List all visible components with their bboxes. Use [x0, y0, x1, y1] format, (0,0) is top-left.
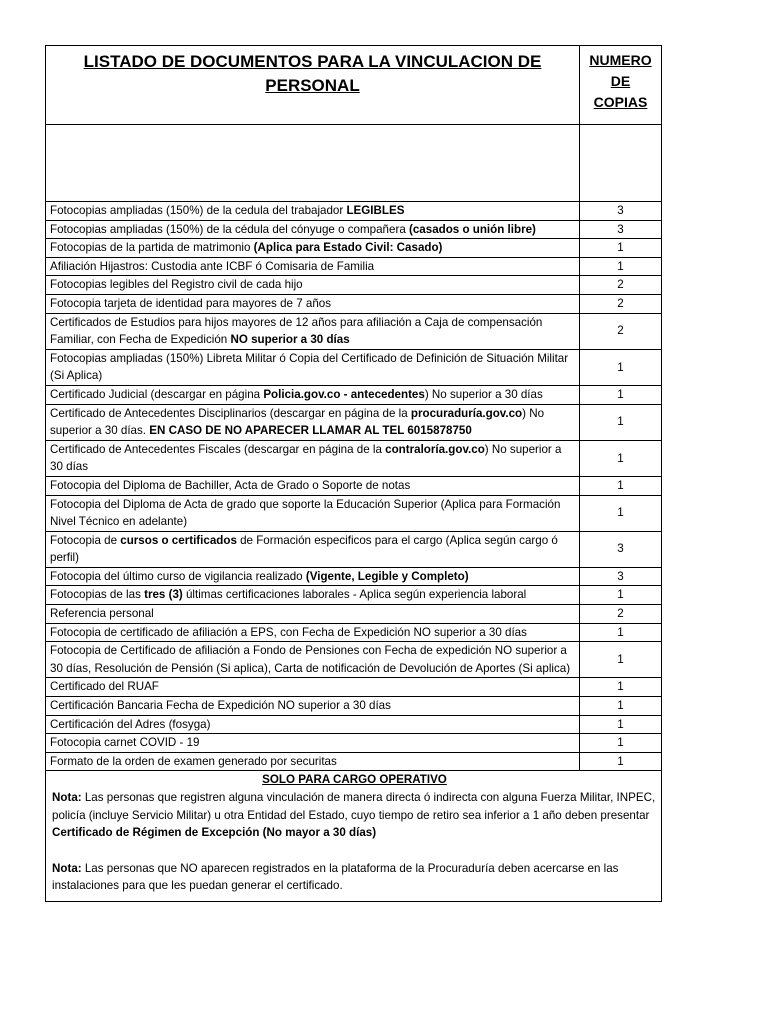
table-row [46, 605, 662, 624]
document-cedula-conyuge-part-0: Fotocopias ampliadas (150%) de la cédula del cónyuge o compañera [50, 222, 409, 236]
document-antecedentes-disciplinarios-part-1: procuraduría.gov.co [410, 406, 523, 420]
copies-orden-examen: 1 [580, 752, 662, 771]
copies-antecedentes-disciplinarios: 1 [580, 404, 662, 440]
document-antecedentes-fiscales-part-0: Certificado de Antecedentes Fiscales (descargar en página de la [50, 442, 386, 456]
document-certificado-ruaf-part-0: Certificado del RUAF [50, 680, 159, 694]
copies-libreta-militar: 1 [580, 349, 662, 385]
table-row [46, 404, 662, 440]
document-certificado-judicial [46, 385, 580, 404]
document-cedula-trabajador [46, 202, 580, 221]
note-military-part-1: Las personas que registren alguna vinculación de manera directa ó indirecta con alguna Fuerza Militar, INPEC, policía (incluye Servicio Militar) u otra Entidad del Estado, cuyo tiempo de retiro sea inferior a 1 año deben presentar [52, 791, 656, 822]
table-row [46, 202, 662, 221]
blank-copies-cell [580, 125, 662, 202]
copies-header-line-3: COPIAS [593, 94, 648, 110]
documents-table [45, 45, 662, 902]
copies-certificaciones-laborales: 1 [580, 586, 662, 605]
document-curso-vigilancia-part-0: Fotocopia del último curso de vigilancia realizado [50, 569, 306, 583]
document-carnet-covid [46, 734, 580, 753]
document-fondo-pensiones [46, 642, 580, 678]
table-row [46, 623, 662, 642]
note-procuraduria-part-0: Nota: [52, 861, 82, 875]
document-cedula-conyuge-part-1: (casados o unión libre) [408, 222, 536, 236]
document-certificaciones-laborales-part-2: últimas certificaciones laborales - Aplica según experiencia laboral [182, 588, 527, 602]
table-row [46, 239, 662, 258]
copies-antecedentes-fiscales: 1 [580, 440, 662, 476]
document-libreta-militar [46, 349, 580, 385]
footer-row [46, 771, 662, 902]
copies-cursos-certificados: 3 [580, 531, 662, 567]
copies-header-line-1: NUMERO [589, 52, 652, 68]
document-tarjeta-identidad-part-0: Fotocopia tarjeta de identidad para mayores de 7 años [50, 296, 332, 310]
copies-fondo-pensiones: 1 [580, 642, 662, 678]
copies-cedula-conyuge: 3 [580, 220, 662, 239]
copies-afiliacion-eps: 1 [580, 623, 662, 642]
documents-table-body [46, 46, 662, 771]
document-partida-matrimonio [46, 239, 580, 258]
document-cedula-conyuge [46, 220, 580, 239]
document-certificaciones-laborales-part-1: tres (3) [144, 588, 183, 602]
document-partida-matrimonio-part-1: (Aplica para Estado Civil: Casado) [253, 241, 443, 255]
document-afiliacion-hijastros [46, 257, 580, 276]
document-registro-civil-hijos-part-0: Fotocopias legibles del Registro civil de cada hijo [50, 278, 303, 292]
page-title: LISTADO DE DOCUMENTOS PARA LA VINCULACION DE PERSONAL [83, 52, 542, 95]
document-cedula-trabajador-part-1: LEGIBLES [346, 204, 405, 217]
document-cedula-trabajador-part-0: Fotocopias ampliadas (150%) de la cedula del trabajador [50, 204, 347, 217]
document-referencia-personal [46, 605, 580, 624]
document-orden-examen-part-0: Formato de la orden de examen generado por securitas [50, 754, 337, 768]
document-registro-civil-hijos [46, 276, 580, 295]
document-certificados-estudios-hijos-part-0: Certificados de Estudios para hijos mayores de 12 años para afiliación a Caja de compensación Familiar, con Fecha de Expedición [50, 315, 543, 347]
document-curso-vigilancia [46, 567, 580, 586]
note-procuraduria [52, 860, 657, 895]
note-military-part-0: Nota: [52, 791, 82, 804]
document-antecedentes-fiscales-part-1: contraloría.gov.co [385, 442, 485, 456]
table-row [46, 642, 662, 678]
copies-referencia-personal: 2 [580, 605, 662, 624]
table-row [46, 440, 662, 476]
copies-registro-civil-hijos: 2 [580, 276, 662, 295]
document-cursos-certificados-part-2: de Formación especificos para el cargo (Aplica según cargo ó perfil) [50, 533, 558, 565]
document-certificado-judicial-part-2: ) No superior a 30 días [424, 387, 543, 401]
document-antecedentes-fiscales [46, 440, 580, 476]
copies-curso-vigilancia: 3 [580, 567, 662, 586]
document-diploma-superior-part-0: Fotocopia del Diploma de Acta de grado que soporte la Educación Superior (Aplica para Formación Nivel Técnico en adelante) [50, 497, 561, 529]
table-row [46, 531, 662, 567]
table-row [46, 257, 662, 276]
document-afiliacion-eps [46, 623, 580, 642]
note-procuraduria-part-1: Las personas que NO aparecen registrados en la plataforma de la Procuraduría deben acercarse en las instalaciones para que les puedan generar el certificado. [52, 861, 619, 893]
note-military [52, 789, 657, 842]
blank-row [46, 125, 662, 202]
document-partida-matrimonio-part-0: Fotocopias de la partida de matrimonio [50, 241, 254, 255]
copies-cedula-trabajador: 3 [580, 202, 662, 221]
copies-diploma-superior: 1 [580, 495, 662, 531]
table-row [46, 752, 662, 771]
table-row [46, 495, 662, 531]
copies-tarjeta-identidad: 2 [580, 294, 662, 313]
copies-certificado-ruaf: 1 [580, 678, 662, 697]
blank-desc-cell [46, 125, 580, 202]
document-fondo-pensiones-part-0: Fotocopia de Certificado de afiliación a Fondo de Pensiones con Fecha de expedición NO superior a 30 días, Resolución de Pensión (Si aplica), Carta de notificación de Devolución de Aportes (Si aplica) [50, 644, 571, 675]
document-orden-examen [46, 752, 580, 771]
document-afiliacion-hijastros-part-0: Afiliación Hijastros: Custodia ante ICBF ó Comisaria de Familia [50, 259, 375, 273]
document-carnet-covid-part-0: Fotocopia carnet COVID - 19 [50, 736, 200, 750]
table-row [46, 276, 662, 295]
document-certificacion-bancaria [46, 697, 580, 716]
note-military-part-2: Certificado de Régimen de Excepción (No mayor a 30 días) [52, 826, 377, 840]
copies-afiliacion-hijastros: 1 [580, 257, 662, 276]
document-afiliacion-eps-part-0: Fotocopia de certificado de afiliación a EPS, con Fecha de Expedición NO superior a 30 días [50, 625, 527, 639]
table-row [46, 349, 662, 385]
document-antecedentes-disciplinarios [46, 404, 580, 440]
document-certificado-judicial-part-0: Certificado Judicial (descargar en página [50, 387, 264, 401]
footer-body [46, 771, 662, 902]
table-row [46, 313, 662, 349]
document-cursos-certificados-part-0: Fotocopia de [50, 533, 121, 547]
document-diploma-bachiller [46, 476, 580, 495]
document-cursos-certificados [46, 531, 580, 567]
title-cell [46, 46, 580, 125]
document-libreta-militar-part-0: Fotocopias ampliadas (150%) Libreta Militar ó Copia del Certificado de Definición de Situación Militar (Si Aplica) [50, 351, 569, 383]
copies-header-cell [580, 46, 662, 125]
document-curso-vigilancia-part-1: (Vigente, Legible y Completo) [305, 569, 469, 583]
table-header-row [46, 46, 662, 125]
document-certificados-estudios-hijos [46, 313, 580, 349]
document-tarjeta-identidad [46, 294, 580, 313]
copies-certificado-judicial: 1 [580, 385, 662, 404]
copies-diploma-bachiller: 1 [580, 476, 662, 495]
table-row [46, 385, 662, 404]
table-row [46, 734, 662, 753]
footer-cell [46, 771, 662, 902]
copies-header-line-2: DE [610, 73, 631, 89]
document-certificaciones-laborales-part-0: Fotocopias de las [50, 588, 145, 602]
copies-certificacion-bancaria: 1 [580, 697, 662, 716]
document-antecedentes-disciplinarios-part-3: EN CASO DE NO APARECER LLAMAR AL TEL 6015878750 [149, 424, 472, 438]
table-row [46, 567, 662, 586]
table-row [46, 697, 662, 716]
note-spacer [52, 842, 657, 860]
copies-certificados-estudios-hijos: 2 [580, 313, 662, 349]
table-row [46, 715, 662, 734]
copies-partida-matrimonio: 1 [580, 239, 662, 258]
operative-heading: SOLO PARA CARGO OPERATIVO [262, 773, 447, 787]
document-certificacion-bancaria-part-0: Certificación Bancaria Fecha de Expedición NO superior a 30 días [50, 699, 391, 713]
document-antecedentes-disciplinarios-part-2: ) No superior a 30 días. [50, 406, 545, 438]
document-diploma-bachiller-part-0: Fotocopia del Diploma de Bachiller, Acta de Grado o Soporte de notas [50, 478, 411, 492]
document-antecedentes-disciplinarios-part-0: Certificado de Antecedentes Disciplinarios (descargar en página de la [50, 406, 411, 420]
table-row [46, 586, 662, 605]
document-certificados-estudios-hijos-part-1: NO superior a 30 días [230, 333, 350, 347]
document-certificaciones-laborales [46, 586, 580, 605]
document-certificado-judicial-part-1: Policia.gov.co - antecedentes [263, 387, 425, 401]
table-row [46, 678, 662, 697]
document-antecedentes-fiscales-part-2: ) No superior a 30 días [50, 442, 562, 474]
document-certificacion-adres [46, 715, 580, 734]
document-diploma-superior [46, 495, 580, 531]
document-certificado-ruaf [46, 678, 580, 697]
document-referencia-personal-part-0: Referencia personal [50, 607, 154, 621]
table-row [46, 294, 662, 313]
document-certificacion-adres-part-0: Certificación del Adres (fosyga) [50, 717, 211, 731]
document-cursos-certificados-part-1: cursos o certificados [120, 533, 237, 547]
copies-certificacion-adres: 1 [580, 715, 662, 734]
copies-carnet-covid: 1 [580, 734, 662, 753]
table-row [46, 220, 662, 239]
table-row [46, 476, 662, 495]
